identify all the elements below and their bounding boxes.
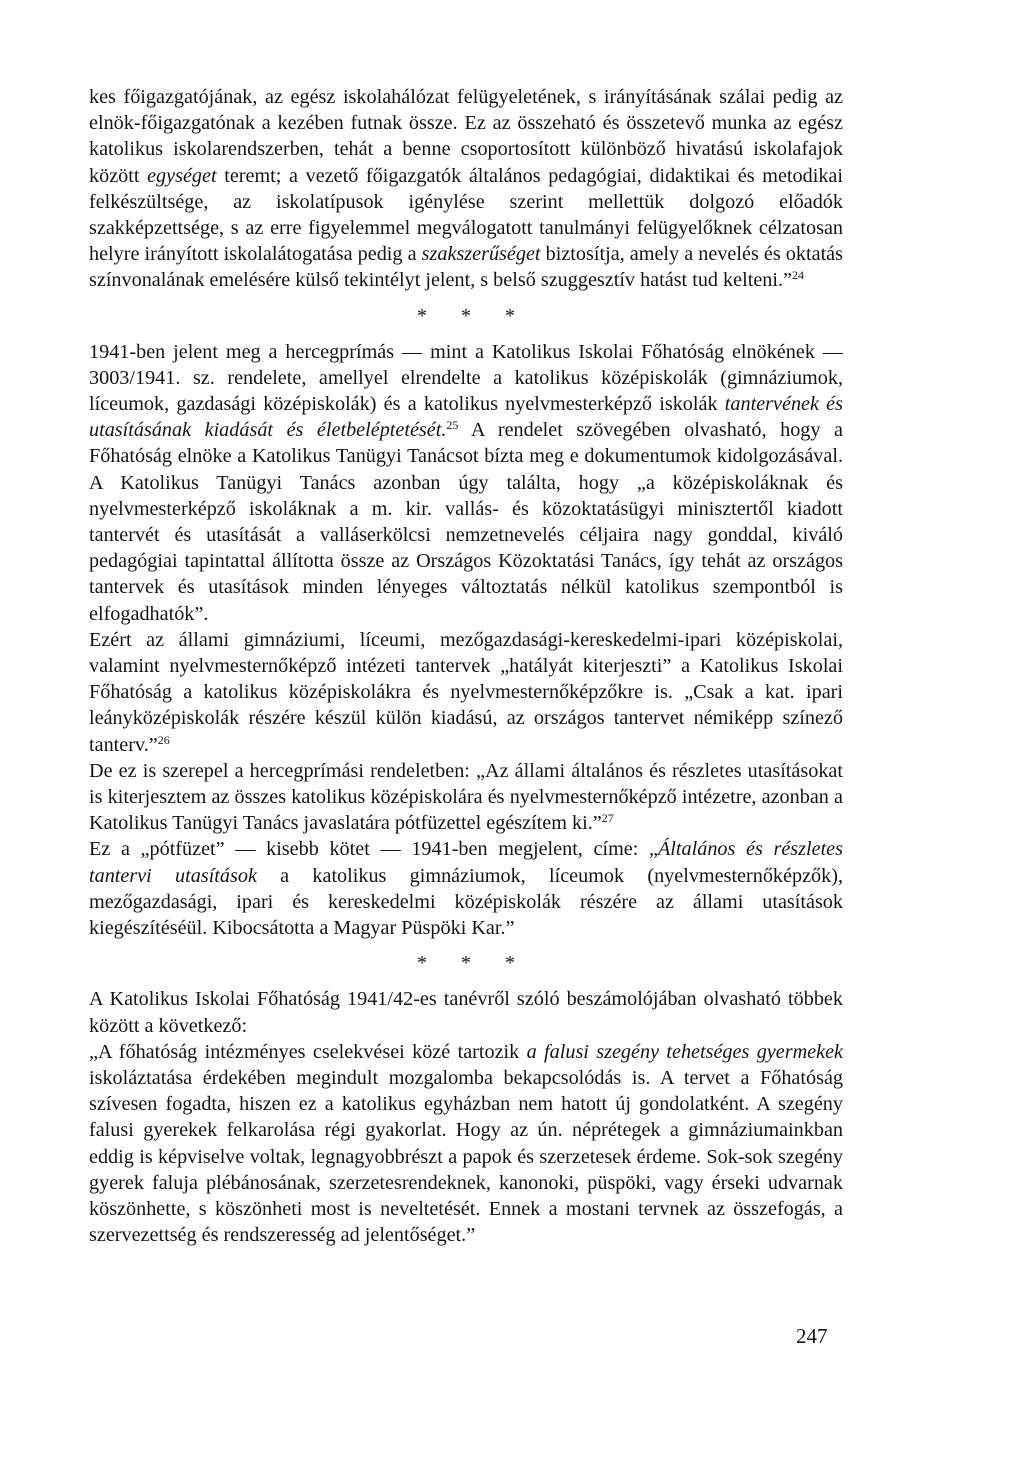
separator-star: * <box>461 304 505 327</box>
footnote-ref-24: 24 <box>792 268 804 283</box>
section-separator-2 <box>89 950 843 976</box>
paragraph-1-emphasis-1: egységet <box>147 164 217 187</box>
paragraph-5-text-a: Ez a „pótfüzet” — kisebb kötet — 1941-ben megjelent, címe: „ <box>89 838 658 861</box>
separator-star: * <box>461 952 505 975</box>
paragraph-7 <box>89 1039 843 1249</box>
section-separator-1 <box>89 303 843 329</box>
paragraph-5-emphasis-1: Általános és részletes tantervi utasítások <box>89 838 843 887</box>
paragraph-1-emphasis-2: szakszerűséget <box>421 243 541 266</box>
paragraph-6 <box>89 986 843 1038</box>
footnote-ref-26: 26 <box>157 732 170 747</box>
separator-star: * <box>417 304 461 327</box>
paragraph-6-text: A Katolikus Iskolai Főhatóság 1941/42-es tanévről szóló beszámolójában olvasható többek között a következő: <box>89 988 843 1037</box>
paragraph-4-text: De ez is szerepel a hercegprímási rendeletben: „Az állami általános és részletes utasításokat is kiterjesztem az összes katolikus középiskolára és nyelvmesternőképző intézetre, azonban a Katolikus Tanügyi Tanács javaslatára pótfüzettel egészítem ki.” <box>89 759 843 835</box>
footnote-ref-25: 25 <box>446 418 459 433</box>
paragraph-1 <box>89 84 843 294</box>
paragraph-3 <box>89 627 843 758</box>
paragraph-2 <box>89 339 843 627</box>
paragraph-4 <box>89 758 843 837</box>
paragraph-2-text-b: A rendelet szövegében olvasható, hogy a Főhatóság elnöke a Katolikus Tanügyi Tanácsot bízta meg e dokumentumok kidolgozásával. A Katolikus Tanügyi Tanács azonban úgy találta, hogy „a középiskoláknak és nyelvmesterképző iskoláknak a m. kir. vallás- és közoktatásügyi minisztertől kiadott tantervét és utasítását a valláserkölcsi nemzetnevelés céljaira nagy gonddal, kiváló pedagógiai tapintattal állította össze az Országos Közoktatási Tanács, így tehát az országos tantervek és utasítások minden lényeges változtatás nélkül katolikus szempontból is elfogadhatók”. <box>89 419 843 625</box>
separator-star: * <box>417 952 461 975</box>
paragraph-7-emphasis-1: a falusi szegény tehetséges gyermekek <box>526 1040 843 1063</box>
paragraph-1-text-b: teremt; a vezető főigazgatók általános pedagógiai, didaktikai és metodikai felkészültsége, az iskolatípusok igénylése szerint mellettük dolgozó előadók szakképzettsége, s az erre figyelemmel megválogatott tanulmányi felügyelőknek célzatosan helyre irányított iskolalátogatása pedig a <box>89 164 843 266</box>
page-body <box>89 84 843 1248</box>
paragraph-5-text-b: a katolikus gimnáziumok, líceumok (nyelvmesternőképzők), mezőgazdasági, ipari és kereskedelmi középiskolák részére az állami utasítások kiegészítéséül. Kibocsátotta a Magyar Püspöki Kar.” <box>89 864 843 940</box>
footnote-ref-27: 27 <box>601 811 614 826</box>
paragraph-2-text-a: 1941-ben jelent meg a hercegprímás — mint a Katolikus Iskolai Főhatóság elnökének — 3003/1941. sz. rendelete, amellyel elrendelte a katolikus középiskolák (gimnáziumok, líceumok, gazdasági középiskolák) és a katolikus nyelvmesterképző iskolák <box>89 340 843 416</box>
paragraph-5 <box>89 836 843 941</box>
paragraph-1-text-c: biztosítja, amely a nevelés és oktatás színvonalának emelésére külső tekintélyt jelent, s belső szuggesztív hatást tud kelteni.” <box>89 243 843 292</box>
paragraph-7-text-a: „A főhatóság intézményes cselekvései közé tartozik <box>89 1040 527 1063</box>
paragraph-7-text-b: iskoláztatása érdekében megindult mozgalomba bekapcsolódás is. A tervet a Főhatóság szívesen fogadta, hiszen ez a katolikus egyházban nem hatott új gondolatként. A szegény falusi gyerekek felkarolása régi gyakorlat. Hogy az ún. néprétegek a gimnáziumainkban eddig is képviselve voltak, legnagyobbrészt a papok és szerzetesek érdeme. Sok-sok szegény gyerek faluja plébánosának, szerzetesrendeknek, kanonoki, püspöki, vagy érseki udvarnak köszönhette, s köszönheti most is neveltetését. Ennek a mostani tervnek az összefogás, a szervezettség és rendszeresség ad jelentőséget.” <box>89 1066 843 1247</box>
separator-star: * <box>505 952 549 975</box>
paragraph-1-text-a: kes főigazgatójának, az egész iskolahálózat felügyeletének, s irányításának szálai pedig az elnök-főigazgatónak a kezében futnak össze. Ez az összeható és összetevő munka az egész katolikus iskolarendszerben, tehát a benne csoportosított különböző hivatású iskolafajok között <box>89 86 843 187</box>
page-number: 247 <box>796 1324 828 1348</box>
separator-star: * <box>505 304 549 327</box>
paragraph-3-text: Ezért az állami gimnáziumi, líceumi, mezőgazdasági-kereskedelmi-ipari középiskolai, valamint nyelvmesternőképző intézeti tantervek „hatályát kiterjeszti” a Katolikus Iskolai Főhatóság a katolikus középiskolákra és nyelvmesternőképzőkre is. „Csak a kat. ipari leányközépiskolák részére készül külön kiadású, az országos tantervet némiképp színező tanterv.” <box>89 628 843 756</box>
paragraph-2-emphasis-1: tantervének és utasításának kiadását és életbeléptetését. <box>89 393 843 442</box>
